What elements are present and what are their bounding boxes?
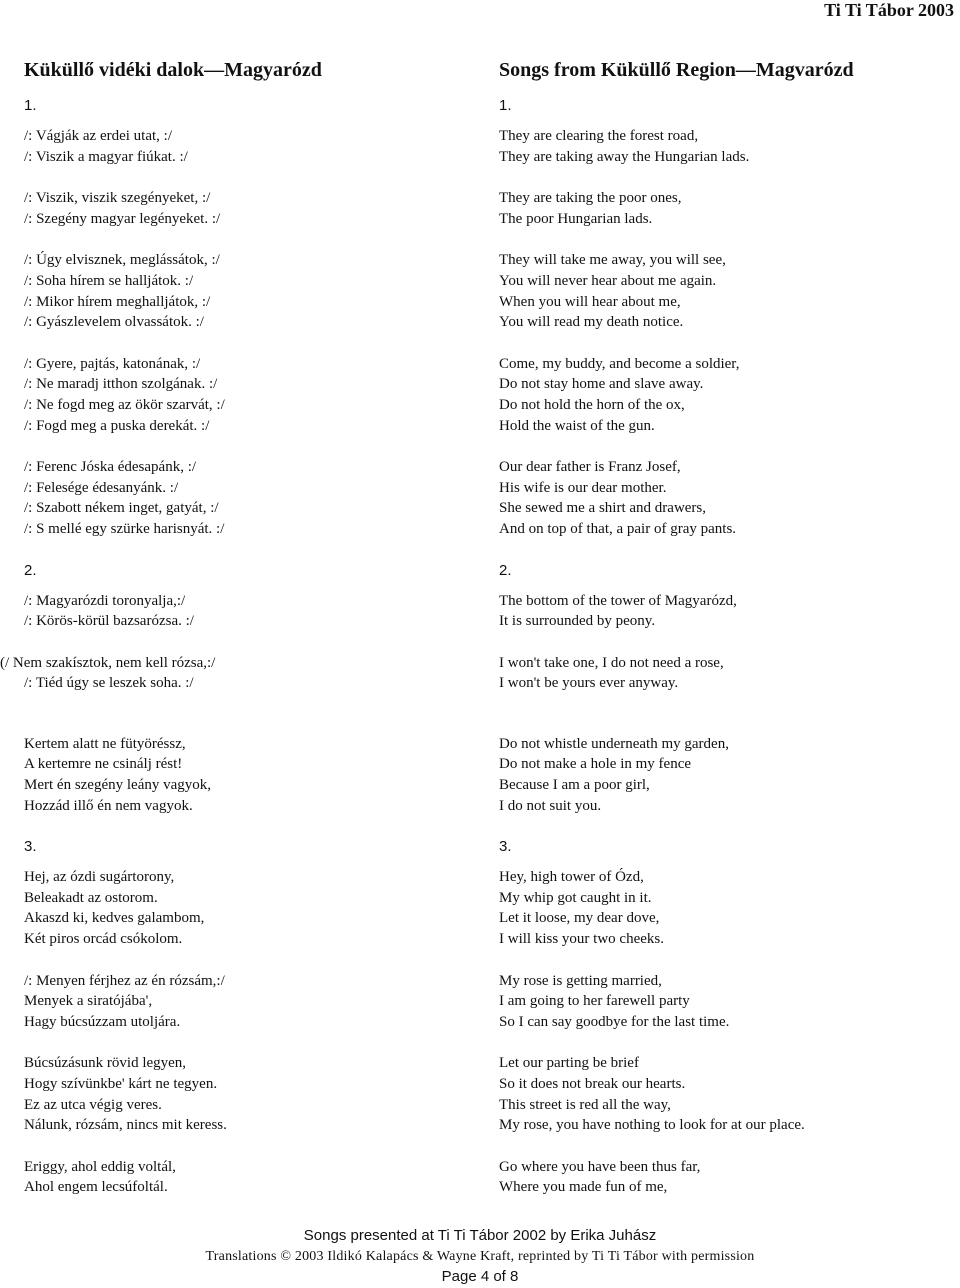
stanza <box>24 734 464 816</box>
stanza <box>499 457 949 539</box>
verse-line: So it does not break our hearts. <box>499 1076 686 1092</box>
verse-line: Két piros orcád csókolom. <box>24 931 183 948</box>
page-number: Page 4 of 8 <box>441 1268 519 1285</box>
stanza <box>499 734 949 816</box>
verse-line: /: Soha hírem se halljátok. :/ <box>24 272 194 289</box>
verse-line: /: Magyarózdi toronyalja,:/ <box>24 592 186 609</box>
verse-line: This street is red all the way, <box>499 1096 671 1113</box>
verse-line: You will never hear about me again. <box>499 272 717 289</box>
verse-line: /: Felesége édesanyánk. :/ <box>24 479 179 496</box>
verse-line: My rose is getting married, <box>499 972 662 989</box>
verse-line: Hold the waist of the gun. <box>499 417 655 434</box>
verse-line: Do not stay home and slave away. <box>499 376 704 393</box>
stanza <box>24 867 464 949</box>
verse-line: Hey, high tower of Ózd, <box>499 869 644 886</box>
stanza <box>499 591 949 632</box>
verse-line: Our dear father is Franz Josef, <box>499 459 681 476</box>
stanza <box>24 457 464 539</box>
verse-line: Nálunk, rózsám, nincs mit keress. <box>24 1117 227 1134</box>
page-header: Ti Ti Tábor 2003 <box>824 0 954 20</box>
section-number: 1. <box>24 97 37 114</box>
stanza <box>24 1157 464 1198</box>
verse-line: And on top of that, a pair of gray pants. <box>499 520 737 537</box>
verse-line: /: S mellé egy szürke harisnyát. :/ <box>24 520 225 537</box>
verse-line: Where you made fun of me, <box>499 1179 668 1196</box>
section-number: 3. <box>499 838 512 856</box>
stanza <box>24 971 464 1033</box>
verse-line: /: Ne fogd meg az ökör szarvát, :/ <box>24 396 225 413</box>
stanza <box>499 971 949 1033</box>
verse-line: /: Gyere, pajtás, katonának, :/ <box>24 355 201 372</box>
verse-line: The poor Hungarian lads. <box>499 210 653 227</box>
verse-line: The bottom of the tower of Magyarózd, <box>499 592 737 609</box>
verse-line: A kertemre ne csinálj rést! <box>24 756 183 773</box>
stanza <box>24 1053 464 1135</box>
verse-line: I do not suit you. <box>499 797 602 814</box>
verse-line: I won't be yours ever anyway. <box>499 675 679 692</box>
verse-line: Let it loose, my dear dove, <box>499 910 660 927</box>
verse-line: /: Fogd meg a puska derekát. :/ <box>24 417 210 434</box>
section-number: 3. <box>24 838 37 856</box>
english-column <box>499 58 949 1219</box>
verse-line: His wife is our dear mother. <box>499 479 667 496</box>
verse-line: I won't take one, I do not need a rose, <box>499 654 724 671</box>
verse-line: Do not make a hole in my fence <box>499 756 692 773</box>
stanza <box>499 188 949 229</box>
verse-line: /: Ferenc Jóska édesapánk, :/ <box>24 459 197 476</box>
verse-line: My whip got caught in it. <box>499 889 652 906</box>
verse-line: Mert én szegény leány vagyok, <box>24 777 212 794</box>
verse-line: Akaszd ki, kedves galambom, <box>24 910 205 927</box>
verse-line: They are clearing the forest road, <box>499 128 699 144</box>
stanza <box>499 1157 949 1198</box>
verse-line: Hej, az ózdi sugártorony, <box>24 869 175 886</box>
verse-line: Hogy szívünkbe' kárt ne tegyen. <box>24 1076 218 1092</box>
verse-line: They are taking away the Hungarian lads. <box>499 148 750 165</box>
stanza <box>24 126 464 167</box>
verse-line: You will read my death notice. <box>499 314 684 331</box>
stanza <box>499 250 949 332</box>
stanza <box>499 354 949 436</box>
footer-copyright: Translations © 2003 Ildikó Kalapács & Wayne Kraft, reprinted by Ti Ti Tábor with permission <box>205 1249 755 1264</box>
verse-line: When you will hear about me, <box>499 293 681 310</box>
verse-line: /: Viszik a magyar fiúkat. :/ <box>24 148 188 165</box>
stanza <box>24 354 464 436</box>
stanza <box>24 188 464 229</box>
verse-line: /: Mikor hírem meghalljátok, :/ <box>24 293 211 310</box>
verse-line: /: Úgy elvisznek, meglássátok, :/ <box>24 252 220 269</box>
hungarian-title: Küküllő vidéki dalok—Magyarózd <box>24 59 322 81</box>
verse-line: My rose, you have nothing to look for at our place. <box>499 1117 805 1134</box>
stanza <box>499 867 949 949</box>
verse-line: Ahol engem lecsúfoltál. <box>24 1179 168 1196</box>
verse-line: Ez az utca végig veres. <box>24 1096 162 1113</box>
hungarian-column <box>0 58 464 1219</box>
section-number: 2. <box>24 561 37 579</box>
verse-line: Hozzád illő én nem vagyok. <box>24 797 193 814</box>
stanza <box>24 591 464 632</box>
verse-line: Because I am a poor girl, <box>499 777 650 794</box>
verse-line: /: Szegény magyar legényeket. :/ <box>24 210 221 227</box>
verse-line: Let our parting be brief <box>499 1055 639 1072</box>
verse-line: /: Viszik, viszik szegényeket, :/ <box>24 190 211 207</box>
stanza <box>499 653 949 694</box>
verse-line: /: Menyen férjhez az én rózsám,:/ <box>24 972 225 989</box>
verse-line: It is surrounded by peony. <box>499 613 656 630</box>
english-title: Songs from Küküllő Region—Magvarózd <box>499 59 854 81</box>
verse-line: She sewed me a shirt and drawers, <box>499 500 707 517</box>
verse-line: Do not whistle underneath my garden, <box>499 735 729 752</box>
verse-line: I will kiss your two cheeks. <box>499 931 664 948</box>
section-number: 1. <box>499 97 512 114</box>
verse-line: Do not hold the horn of the ox, <box>499 396 685 413</box>
stanza <box>24 250 464 332</box>
stanza <box>0 653 464 694</box>
verse-line: Go where you have been thus far, <box>499 1158 701 1175</box>
verse-line: Hagy búcsúzzam utoljára. <box>24 1013 181 1030</box>
verse-line: They will take me away, you will see, <box>499 252 726 269</box>
verse-line: Búcsúzásunk rövid legyen, <box>24 1055 187 1072</box>
verse-line: I am going to her farewell party <box>499 993 690 1010</box>
section-number: 2. <box>499 561 512 579</box>
stanza <box>499 126 949 167</box>
verse-line: Eriggy, ahol eddig voltál, <box>24 1158 176 1175</box>
verse-line: (/ Nem szakísztok, nem kell rózsa,:/ <box>0 654 216 671</box>
footer-credit: Songs presented at Ti Ti Tábor 2002 by Erika Juhász <box>303 1227 657 1244</box>
verse-line: So I can say goodbye for the last time. <box>499 1013 730 1030</box>
verse-line: /: Ne maradj itthon szolgának. :/ <box>24 376 218 393</box>
verse-line: /: Szabott nékem inget, gatyát, :/ <box>24 500 219 517</box>
verse-line: They are taking the poor ones, <box>499 190 682 207</box>
verse-line: /: Vágják az erdei utat, :/ <box>24 128 173 144</box>
verse-line: Menyek a siratójába', <box>24 993 153 1010</box>
verse-line: /: Tiéd úgy se leszek soha. :/ <box>24 675 194 692</box>
verse-line: Come, my buddy, and become a soldier, <box>499 355 740 372</box>
verse-line: Kertem alatt ne fütyöréssz, <box>24 735 186 752</box>
verse-line: /: Gyászlevelem olvassátok. :/ <box>24 314 204 331</box>
stanza <box>499 1053 949 1135</box>
verse-line: Beleakadt az ostorom. <box>24 889 158 906</box>
verse-line: /: Körös-körül bazsarózsa. :/ <box>24 613 194 630</box>
